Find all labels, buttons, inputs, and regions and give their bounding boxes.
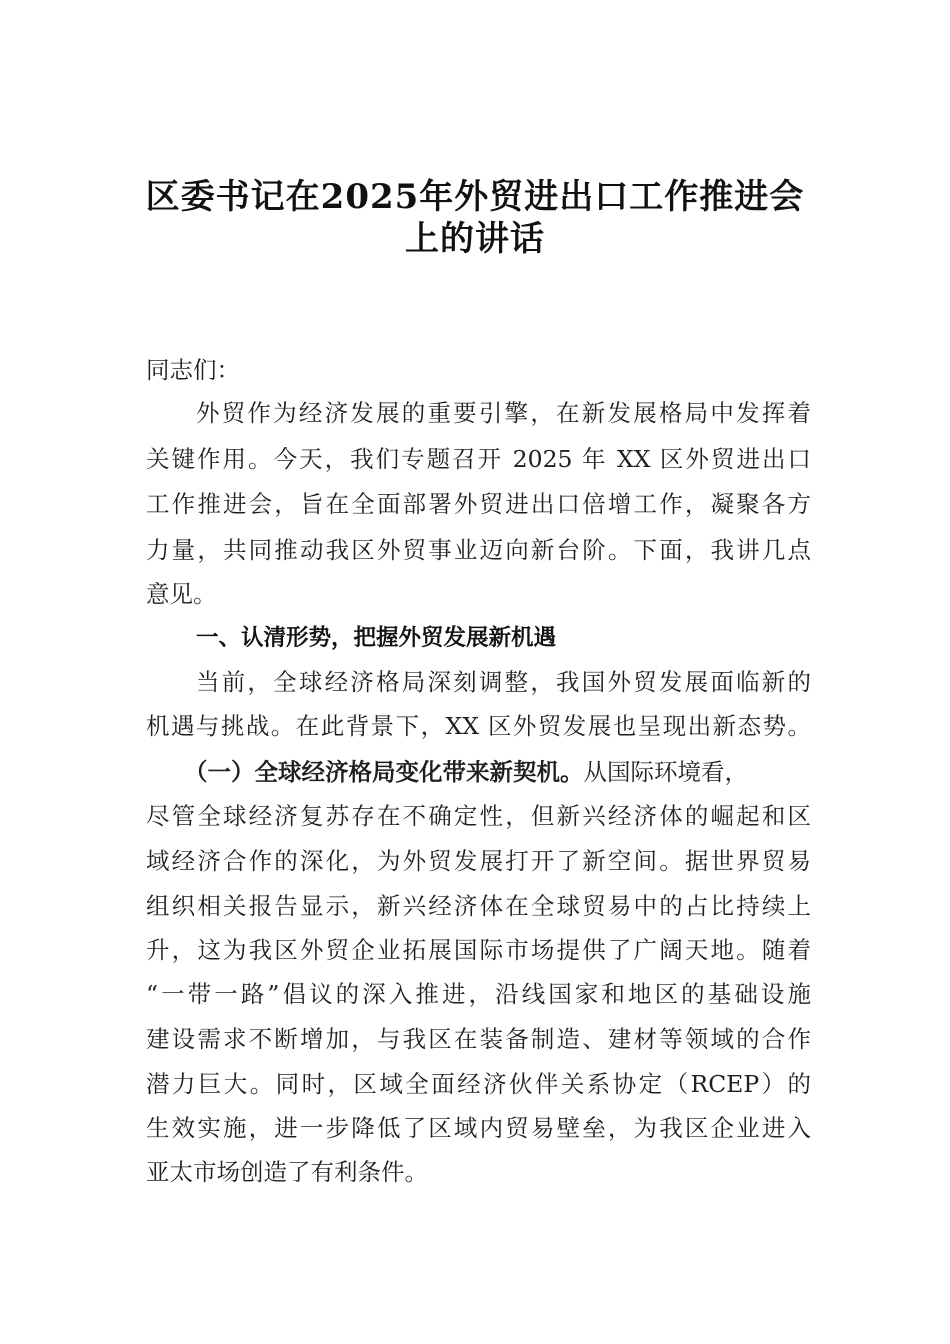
subsection-1-line: 升，这为我区外贸企业拓展国际市场提供了广阔天地。随着 bbox=[146, 936, 811, 964]
subsection-1-line: 生效实施，进一步降低了区域内贸易壁垒，为我区企业进入 bbox=[146, 1114, 811, 1142]
salutation: 同志们： bbox=[146, 356, 240, 384]
subsection-1-lead: 从国际环境看， bbox=[583, 758, 748, 786]
subsection-1-line: “一带一路”倡议的深入推进，沿线国家和地区的基础设施 bbox=[146, 980, 811, 1008]
subsection-1-line: 建设需求不断增加，与我区在装备制造、建材等领域的合作 bbox=[146, 1025, 811, 1053]
section-1-line: 当前，全球经济格局深刻调整，我国外贸发展面临新的 bbox=[196, 668, 811, 696]
intro-line: 力量，共同推动我区外贸事业迈向新台阶。下面，我讲几点 bbox=[146, 536, 811, 564]
subsection-1-line: 亚太市场创造了有利条件。 bbox=[146, 1158, 428, 1186]
subsection-1-line: 域经济合作的深化，为外贸发展打开了新空间。据世界贸易 bbox=[146, 847, 811, 875]
intro-line: 工作推进会，旨在全面部署外贸进出口倍增工作，凝聚各方 bbox=[146, 490, 811, 518]
section-1-heading: 一、认清形势，把握外贸发展新机遇 bbox=[196, 625, 557, 651]
subsection-1-line: 潜力巨大。同时，区域全面经济伙伴关系协定（RCEP）的 bbox=[146, 1070, 811, 1098]
subsection-1-line: 组织相关报告显示，新兴经济体在全球贸易中的占比持续上 bbox=[146, 892, 811, 920]
section-1-line: 机遇与挑战。在此背景下，XX 区外贸发展也呈现出新态势。 bbox=[146, 712, 811, 740]
subsection-1-line: 尽管全球经济复苏存在不确定性，但新兴经济体的崛起和区 bbox=[146, 802, 811, 830]
intro-line: 意见。 bbox=[146, 580, 217, 608]
document-title-line-2: 上的讲话 bbox=[405, 219, 545, 259]
subsection-1-first-line bbox=[184, 752, 811, 792]
subsection-1-heading: （一）全球经济格局变化带来新契机。 bbox=[184, 758, 584, 786]
intro-line: 外贸作为经济发展的重要引擎，在新发展格局中发挥着 bbox=[196, 399, 811, 427]
intro-line: 关键作用。今天，我们专题召开 2025 年 XX 区外贸进出口 bbox=[146, 445, 811, 473]
document-title-line-1: 区委书记在2025年外贸进出口工作推进会 bbox=[145, 177, 805, 217]
